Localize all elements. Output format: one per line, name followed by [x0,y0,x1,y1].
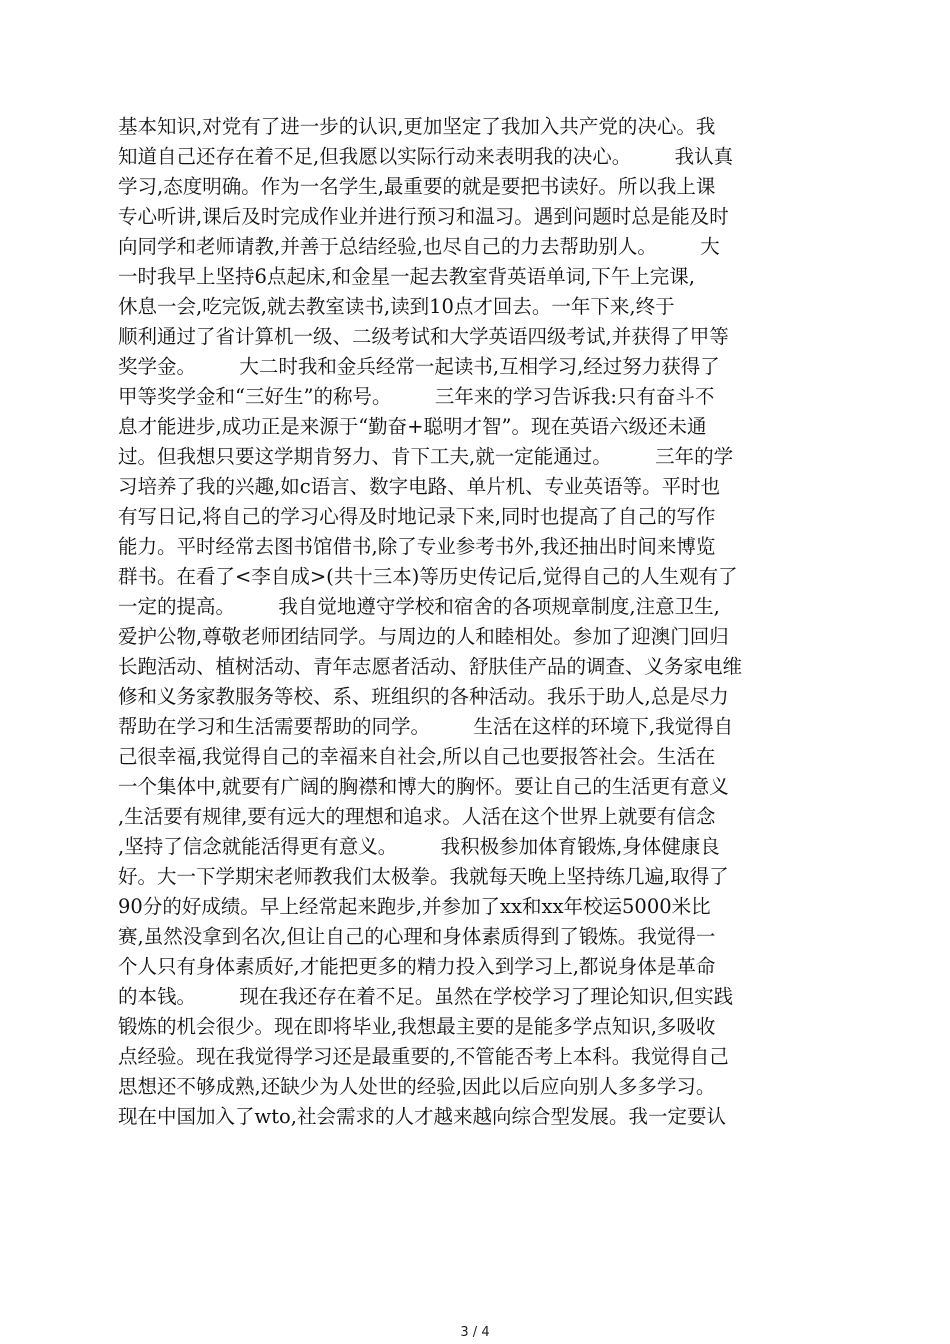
text-line: 个人只有身体素质好,才能把更多的精力投入到学习上,都说身体是革命 [118,955,716,978]
text-line: 基本知识,对党有了进一步的认识,更加坚定了我加入共产党的决心。我 [118,115,716,138]
text-line: 一个集体中,就要有广阔的胸襟和博大的胸怀。要让自己的生活更有意义 [118,775,729,798]
text-line: 现在中国加入了wto,社会需求的人才越来越向综合型发展。我一定要认 [118,1105,726,1128]
text-line: 锻炼的机会很少。现在即将毕业,我想最主要的是能多学点知识,多吸收 [118,1015,716,1038]
text-line: 有写日记,将自己的学习心得及时地记录下来,同时也提高了自己的写作 [118,505,716,528]
text-line: 己很幸福,我觉得自己的幸福来自社会,所以自己也要报答社会。生活在 [118,745,716,768]
text-line: 顺利通过了省计算机一级、二级考试和大学英语四级考试,并获得了甲等 [118,325,729,348]
text-line: 的本钱。 现在我还存在着不足。虽然在学校学习了理论知识,但实践 [118,985,734,1008]
text-line: 知道自己还存在着不足,但我愿以实际行动来表明我的决心。 我认真 [118,145,734,168]
text-line: 过。但我想只要这学期肯努力、肯下工夫,就一定能通过。 三年的学 [118,445,734,468]
text-line: 习培养了我的兴趣,如c语言、数字电路、单片机、专业英语等。平时也 [118,475,721,498]
text-line: 甲等奖学金和“三好生”的称号。 三年来的学习告诉我:只有奋斗不 [118,385,715,408]
text-line: 爱护公物,尊敬老师团结同学。与周边的人和睦相处。参加了迎澳门回归 [118,625,729,648]
text-line: 长跑活动、植树活动、青年志愿者活动、舒肤佳产品的调查、义务家电维 [118,655,743,678]
text-line: 点经验。现在我觉得学习还是最重要的,不管能否考上本科。我觉得自己 [118,1045,729,1068]
text-line: 能力。平时经常去图书馆借书,除了专业参考书外,我还抽出时间来博览 [118,535,716,558]
text-line: 修和义务家教服务等校、系、班组织的各种活动。我乐于助人,总是尽力 [118,685,729,708]
text-line: 向同学和老师请教,并善于总结经验,也尽自己的力去帮助别人。 大 [118,235,720,258]
text-line: ,坚持了信念就能活得更有意义。 我积极参加体育锻炼,身体健康良 [118,835,720,858]
text-line: 90分的好成绩。早上经常起来跑步,并参加了xx和xx年校运5000米比 [118,895,711,918]
text-line: 赛,虽然没拿到名次,但让自己的心理和身体素质得到了锻炼。我觉得一 [118,925,716,948]
body-text [118,112,838,1132]
text-line: 息才能进步,成功正是来源于“勤奋+聪明才智”。现在英语六级还未通 [118,415,707,438]
text-line: ,生活要有规律,要有远大的理想和追求。人活在这个世界上就要有信念 [118,805,716,828]
text-line: 一时我早上坚持6点起床,和金星一起去教室背英语单词,下午上完课, [118,265,696,288]
text-line: 一定的提高。 我自觉地遵守学校和宿舍的各项规章制度,注意卫生, [118,595,720,618]
text-line: 思想还不够成熟,还缺少为人处世的经验,因此以后应向别人多多学习。 [118,1075,716,1098]
text-line: 休息一会,吃完饭,就去教室读书,读到10点才回去。一年下来,终于 [118,295,675,318]
text-line: 学习,态度明确。作为一名学生,最重要的就是要把书读好。所以我上课 [118,175,716,198]
page-number: 3 / 4 [460,1325,490,1340]
text-line: 专心听讲,课后及时完成作业并进行预习和温习。遇到问题时总是能及时 [118,205,729,228]
text-line: 好。大一下学期宋老师教我们太极拳。我就每天晚上坚持练几遍,取得了 [118,865,729,888]
text-line: 群书。在看了<李自成>(共十三本)等历史传记后,觉得自己的人生观有了 [118,565,738,588]
text-line: 帮助在学习和生活需要帮助的同学。 生活在这样的环境下,我觉得自 [118,715,734,738]
text-line: 奖学金。 大二时我和金兵经常一起读书,互相学习,经过努力获得了 [118,355,720,378]
